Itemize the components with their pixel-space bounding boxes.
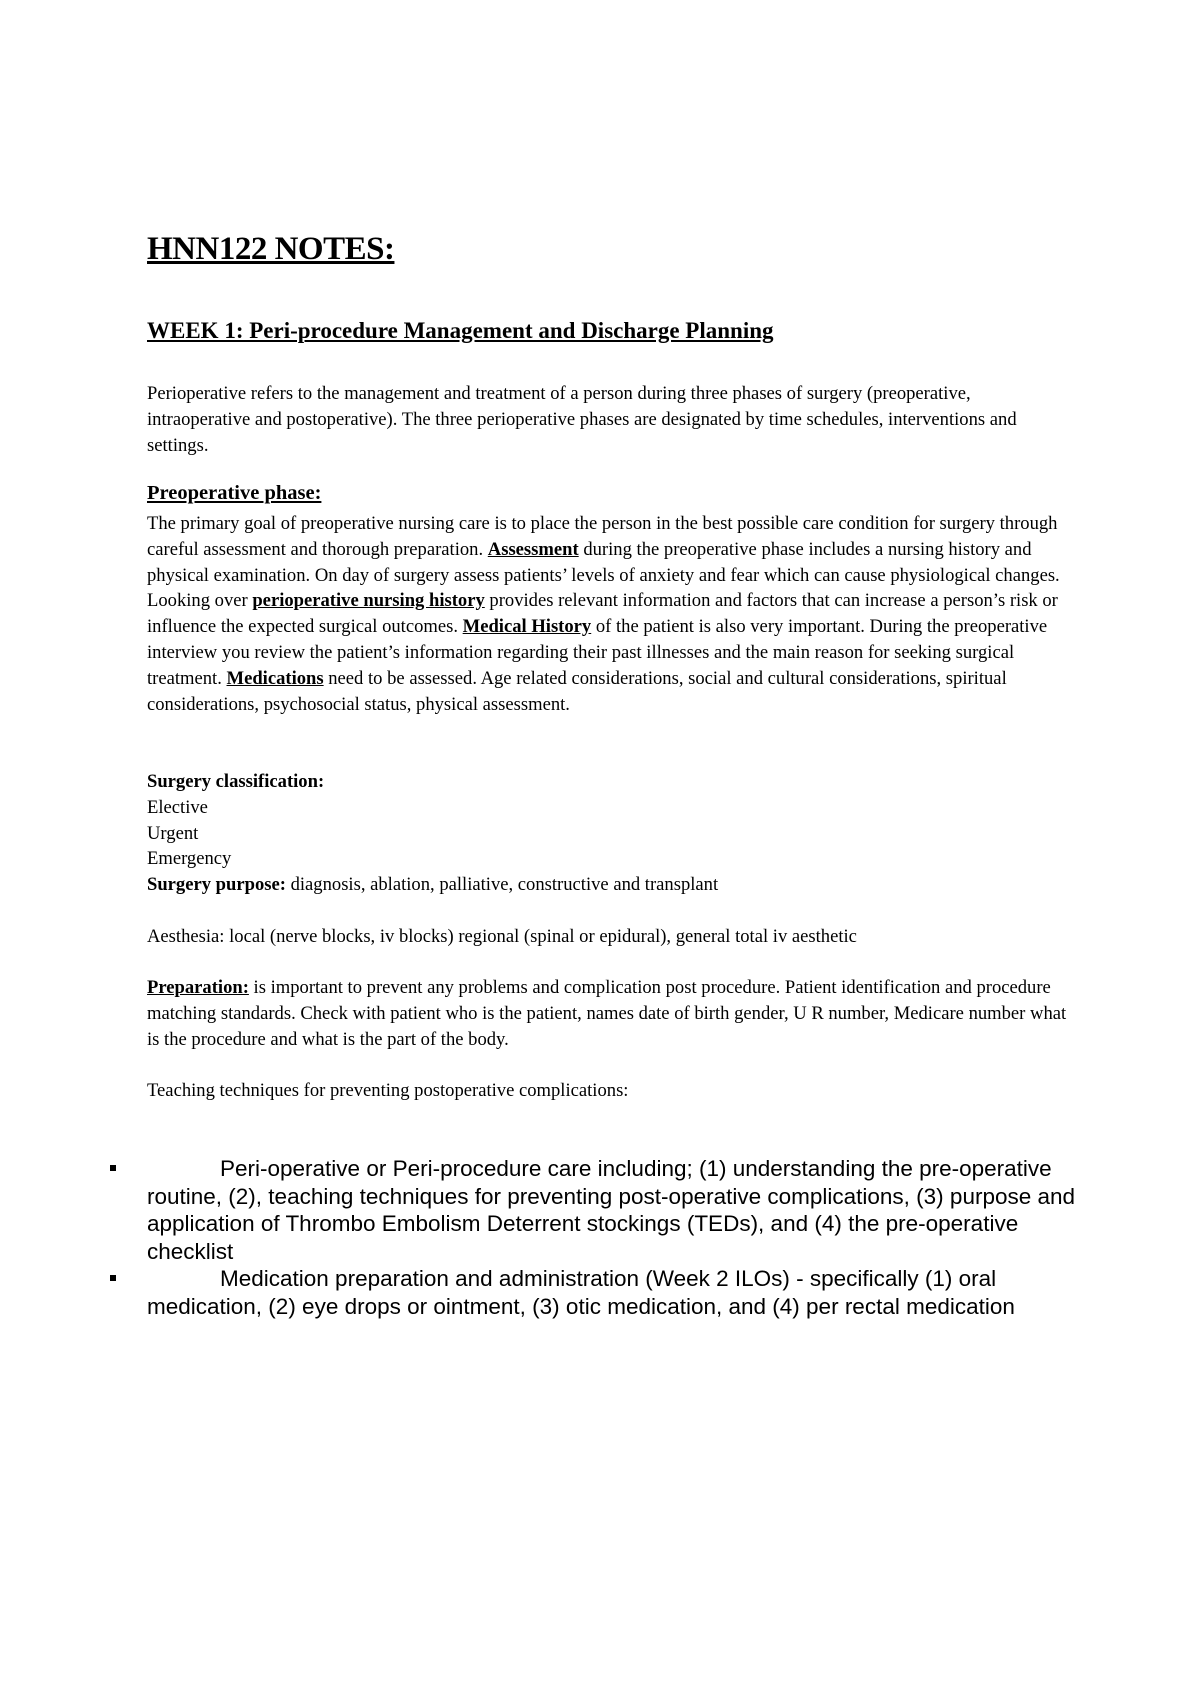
preop-text-4: of the patient is also very important. During the preoperative interview you review the patient’s information regarding their past illnesses and the main reason for seeking surgical treatment. — [147, 616, 1048, 689]
classification-item: Emergency — [147, 848, 232, 870]
intro-paragraph: Perioperative refers to the management and treatment of a person during three phases of surgery (preoperative, intraoperative and postoperative). The three perioperative phases are designated by time schedules, interventions and settings. — [147, 383, 1017, 456]
preop-text-5: need to be assessed. Age related considerations, social and cultural considerations, spiritual considerations, psychosocial status, physical assessment. — [147, 667, 1007, 715]
term-medical-history: Medical History — [462, 616, 592, 638]
surgery-classification — [147, 769, 1077, 898]
anaesthesia-paragraph: Aesthesia: local (nerve blocks, iv blocks) regional (spinal or epidural), general total iv aesthetic — [147, 926, 857, 947]
preop-text-1: The primary goal of preoperative nursing care is to place the person in the best possible care condition for surgery through careful assessment and thorough preparation. — [147, 513, 1058, 560]
preparation-paragraph — [147, 975, 1077, 1052]
classification-item: Urgent — [147, 822, 199, 844]
bullet-text: Peri-operative or Peri-procedure care including; (1) understanding the pre-operative routine, (2), teaching techniques for preventing post-operative complications, (3) purpose and application of Thrombo Embolism Deterrent stockings (TEDs), and (4) the pre-operative checklist — [147, 1156, 1076, 1264]
document-title: HNN122 NOTES: — [147, 231, 395, 267]
surgery-purpose-label: Surgery purpose: — [147, 874, 286, 896]
term-nursing-history: perioperative nursing history — [252, 590, 485, 612]
bullet-list — [110, 1155, 1110, 1321]
preop-text-2: during the preoperative phase includes a nursing history and physical examination. On day of surgery assess patients’ levels of anxiety and fear which can cause physiological changes. Looking over — [147, 538, 1060, 612]
classification-item: Elective — [147, 796, 208, 818]
square-bullet-icon — [110, 1275, 116, 1281]
week-heading: WEEK 1: Peri-procedure Management and Discharge Planning — [147, 318, 774, 343]
preparation-label: Preparation: — [147, 977, 249, 998]
term-assessment: Assessment — [487, 538, 579, 560]
preoperative-paragraph — [147, 511, 1077, 717]
surgery-purpose — [147, 872, 1077, 898]
term-medications: Medications — [226, 667, 324, 689]
square-bullet-icon — [110, 1165, 116, 1171]
surgery-purpose-text: diagnosis, ablation, palliative, constructive and transplant — [285, 874, 719, 896]
preop-text-3: provides relevant information and factors that can increase a person’s risk or influence the expected surgical outcomes. — [147, 590, 1058, 638]
bullet-text: Medication preparation and administration (Week 2 ILOs) - specifically (1) oral medication, (2) eye drops or ointment, (3) otic medication, and (4) per rectal medication — [147, 1266, 1015, 1319]
preoperative-heading: Preoperative phase: — [147, 482, 322, 504]
list-item — [110, 1265, 1087, 1320]
classification-heading: Surgery classification: — [147, 771, 325, 792]
teaching-paragraph: Teaching techniques for preventing postoperative complications: — [147, 1080, 629, 1101]
list-item — [110, 1155, 1087, 1265]
preparation-text: is important to prevent any problems and complication post procedure. Patient identification and procedure matching standards. Check with patient who is the patient, names date of birth gender, U R number, Medicare number what is the procedure and what is the part of the body. — [147, 977, 1067, 1050]
